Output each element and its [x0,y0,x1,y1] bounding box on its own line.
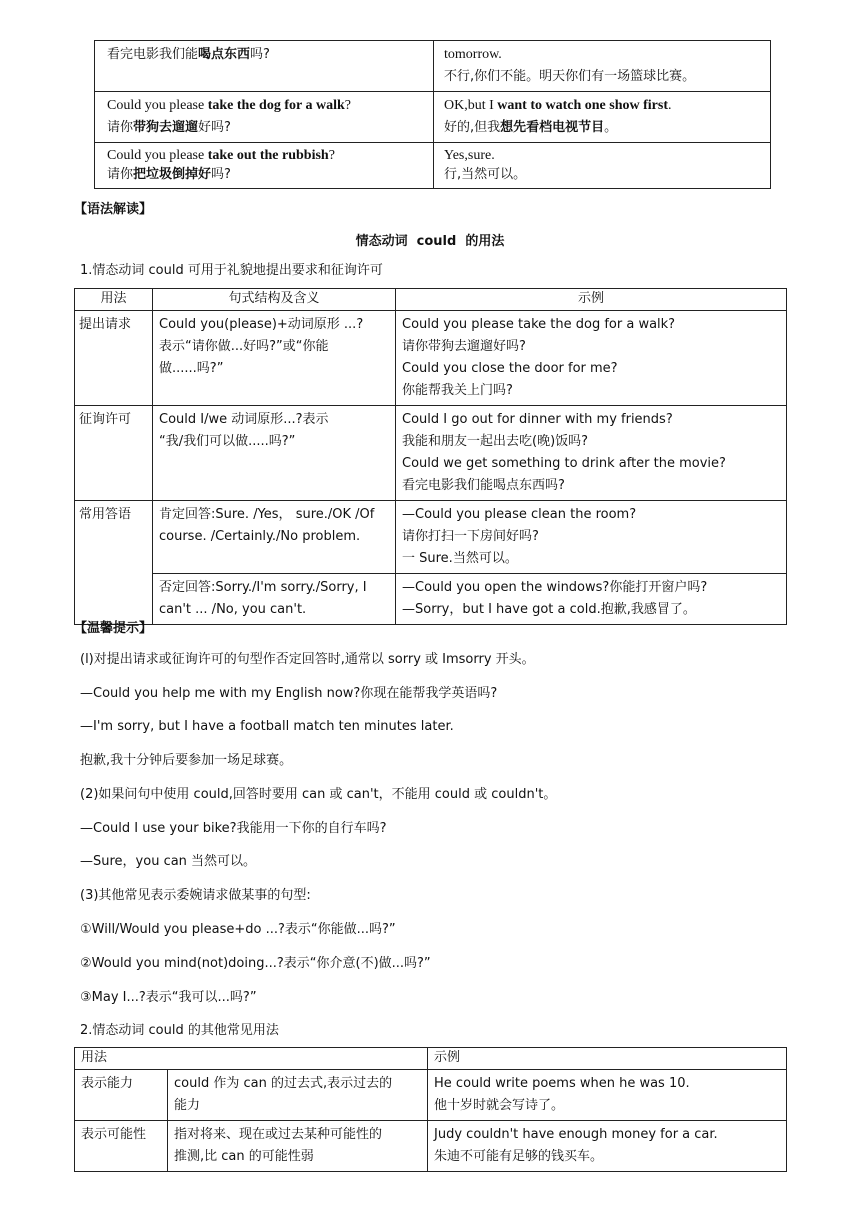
grammar-heading: 【语法解读】 [74,202,153,217]
could-other-usage-table [74,1047,787,1172]
table-row: Could you please take out the rubbish? 请你把垃圾倒掉好吗? Yes,sure. 行,当然可以。 [95,143,771,189]
tip-line: —Could you help me with my English now?你现在能帮我学英语吗? [80,686,498,701]
table-header-row [75,289,787,311]
header-usage: 用法 [75,289,153,311]
table-header-row [75,1048,787,1070]
header-structure: 句式结构及含义 [153,289,396,311]
tip-line: 抱歉,我十分钟后要参加一场足球赛。 [80,753,293,768]
table-row: 表示能力 could 作为 can 的过去式,表示过去的 能力 He could write poems when he was 10. 他十岁时就会写诗了。 [75,1070,787,1121]
tip-line: ②Would you mind(not)doing...?表示“你介意(不)做...吗?” [80,956,431,971]
header-example: 示例 [428,1048,787,1070]
tip-line: ①Will/Would you please+do ...?表示“你能做...吗?” [80,922,396,937]
tip-line: —Sure，you can 当然可以。 [80,854,257,869]
tip-line: (l)对提出请求或征询许可的句型作否定回答时,通常以 sorry 或 Imsorry 开头。 [80,652,535,667]
dialogue-table [94,40,771,189]
tip-line: (3)其他常见表示委婉请求做某事的句型: [80,888,311,903]
table-row: 常用答语 肯定回答:Sure. /Yes， sure./OK /Of course. /Certainly./No problem. —Could you please clean the room? 请你打扫一下房间好吗? 一 Sure.当然可以。 [75,501,787,574]
tips-heading: 【温馨提示】 [74,621,153,636]
section-title: 情态动词 could 的用法 [355,234,505,249]
tip-line: —I'm sorry, but I have a football match ten minutes later. [80,719,454,734]
header-usage: 用法 [75,1048,428,1070]
table-row: 看完电影我们能喝点东西吗? tomorrow. 不行,你们不能。明天你们有一场篮球比赛。 [95,41,771,92]
header-example: 示例 [396,289,787,311]
point-2: 2.情态动词 could 的其他常见用法 [80,1023,279,1038]
table-row: 提出请求 Could you(please)+动词原形 ...? 表示“请你做...好吗?”或“你能 做......吗?” Could you please take the dog for a walk? 请你带狗去遛遛好吗? Could you close the door for me? 你能帮我关上门吗? [75,311,787,406]
could-usage-table [74,288,787,625]
table-row: Could you please take the dog for a walk? 请你带狗去遛遛好吗? OK,but I want to watch one show first. 好的,但我想先看档电视节目。 [95,92,771,143]
point-1: 1.情态动词 could 可用于礼貌地提出要求和征询许可 [80,263,383,278]
table-row: 征询许可 Could I/we 动词原形...?表示 “我/我们可以做.....吗?” Could I go out for dinner with my friends? 我能和朋友一起出去吃(晚)饭吗? Could we get something to drink after the movie? 看完电影我们能喝点东西吗? [75,406,787,501]
tip-line: ③May I...?表示“我可以...吗?” [80,990,257,1005]
tip-line: (2)如果问句中使用 could,回答时要用 can 或 can't，不能用 could 或 couldn't。 [80,787,557,802]
table-row: 否定回答:Sorry./I'm sorry./Sorry, I can't ... /No, you can't. —Could you open the windows?你能打开窗户吗? —Sorry，but I have got a cold.抱歉,我感冒了。 [75,574,787,625]
tip-line: —Could I use your bike?我能用一下你的自行车吗? [80,821,387,836]
table-row: 表示可能性 指对将来、现在或过去某种可能性的 推测,比 can 的可能性弱 Judy couldn't have enough money for a car. 朱迪不可能有足够的钱买车。 [75,1121,787,1172]
